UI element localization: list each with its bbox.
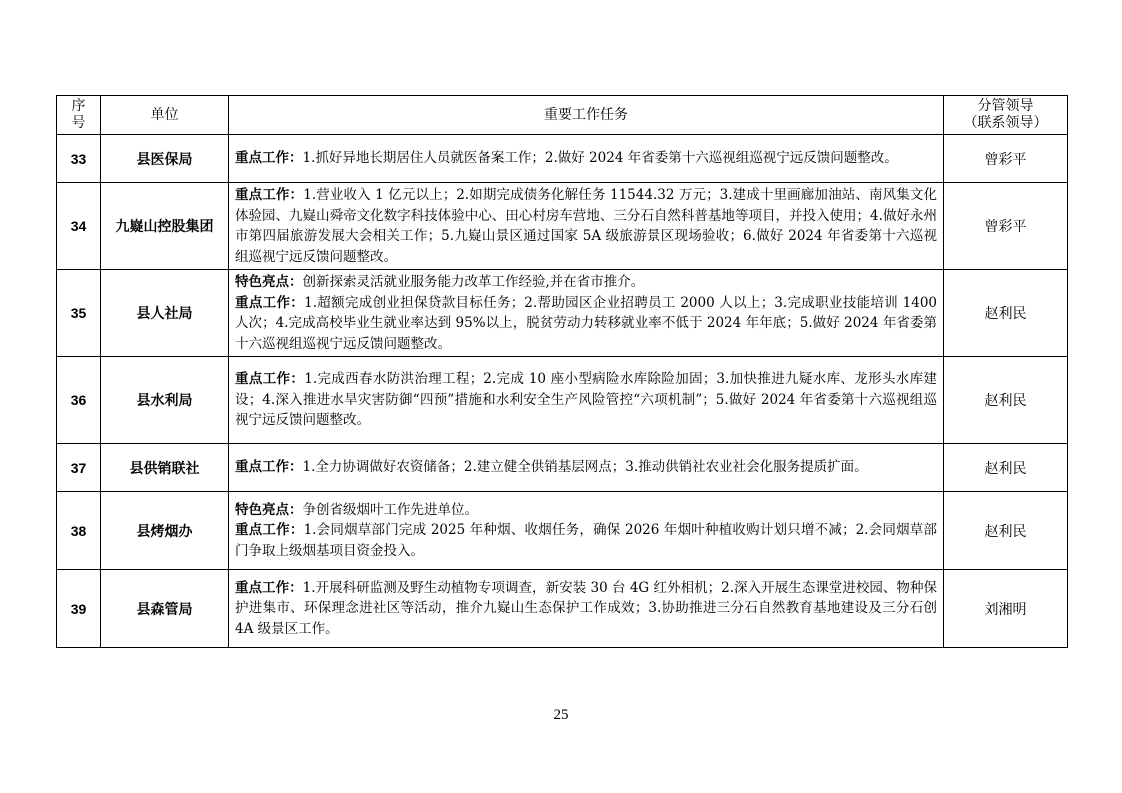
row-number: 36 bbox=[57, 357, 101, 444]
task-label: 重点工作： bbox=[235, 579, 303, 596]
task-paragraph bbox=[235, 520, 937, 561]
task-text: 1.抓好异地长期居住人员就医备案工作；2.做好 2024 年省委第十六巡视组巡视宁远反馈问题整改。 bbox=[302, 150, 898, 167]
table-row bbox=[57, 135, 1068, 183]
task-paragraph bbox=[235, 185, 937, 267]
header-num: 序 号 bbox=[57, 96, 101, 135]
task-table bbox=[56, 95, 1068, 648]
row-unit: 九嶷山控股集团 bbox=[101, 183, 229, 270]
row-number: 39 bbox=[57, 570, 101, 648]
table-row bbox=[57, 357, 1068, 444]
task-text: 1.营业收入 1 亿元以上；2.如期完成债务化解任务 11544.32 万元；3.建成十里画廊加油站、南风集文化体验园、九嶷山舜帝文化数字科技体验中心、田心村房车营地、三分石自然科普基地等项目，并投入使用；4.做好永州市第四届旅游发展大会相关工作；5.九嶷山景区通过国家 5A 级旅游景区现场验收；6.做好 2024 年省委第十六巡视组巡视宁远反馈问题整改。 bbox=[235, 187, 938, 265]
task-label: 重点工作： bbox=[235, 150, 303, 167]
table-row bbox=[57, 444, 1068, 492]
row-number: 34 bbox=[57, 183, 101, 270]
header-unit: 单位 bbox=[101, 96, 229, 135]
task-paragraph bbox=[235, 369, 937, 431]
task-label: 重点工作： bbox=[235, 294, 305, 311]
row-leader: 赵利民 bbox=[944, 492, 1068, 570]
table-row bbox=[57, 270, 1068, 357]
row-task bbox=[229, 570, 944, 648]
row-leader: 赵利民 bbox=[944, 270, 1068, 357]
row-leader: 赵利民 bbox=[944, 444, 1068, 492]
task-paragraph bbox=[235, 272, 937, 293]
task-label: 重点工作： bbox=[235, 522, 304, 539]
row-task bbox=[229, 135, 944, 183]
task-label: 重点工作： bbox=[235, 371, 305, 388]
row-unit: 县烤烟办 bbox=[101, 492, 229, 570]
row-leader: 曾彩平 bbox=[944, 135, 1068, 183]
task-text: 创新探索灵活就业服务能力改革工作经验,并在省市推介。 bbox=[302, 274, 645, 290]
task-text: 1.全力协调做好农资储备；2.建立健全供销基层网点；3.推动供销社农业社会化服务提质扩面。 bbox=[302, 459, 868, 476]
row-leader: 赵利民 bbox=[944, 357, 1068, 444]
row-task bbox=[229, 183, 944, 270]
table-row bbox=[57, 492, 1068, 570]
task-text: 1.开展科研监测及野生动植物专项调查，新安装 30 台 4G 红外相机；2.深入开展生态课堂进校园、物种保护进集市、环保理念进社区等活动，推介九嶷山生态保护工作成效；3.协助推进三分石自然教育基地建设及三分石创 4A 级景区工作。 bbox=[235, 579, 937, 637]
row-leader: 曾彩平 bbox=[944, 183, 1068, 270]
task-text: 1.会同烟草部门完成 2025 年种烟、收烟任务，确保 2026 年烟叶种植收购计划只增不减；2.会同烟草部门争取上级烟基项目资金投入。 bbox=[235, 522, 938, 559]
task-paragraph bbox=[235, 148, 937, 169]
row-number: 35 bbox=[57, 270, 101, 357]
header-leader: 分管领导 （联系领导） bbox=[944, 96, 1068, 135]
table-body bbox=[57, 135, 1068, 648]
task-paragraph bbox=[235, 457, 937, 478]
row-unit: 县森管局 bbox=[101, 570, 229, 648]
task-label: 特色亮点： bbox=[235, 501, 303, 518]
row-leader: 刘湘明 bbox=[944, 570, 1068, 648]
task-label: 重点工作： bbox=[235, 187, 304, 203]
row-task bbox=[229, 357, 944, 444]
task-paragraph bbox=[235, 578, 937, 640]
row-number: 33 bbox=[57, 135, 101, 183]
task-text: 1.超额完成创业担保贷款目标任务；2.帮助园区企业招聘员工 2000 人以上；3.完成职业技能培训 1400 人次；4.完成高校毕业生就业率达到 95%以上，脱贫劳动力转移就业率不低于 2024 年年底；5.做好 2024 年省委第十六巡视组巡视宁远反馈问题整改。 bbox=[235, 294, 937, 352]
page-number: 25 bbox=[553, 707, 569, 723]
table-row bbox=[57, 570, 1068, 648]
task-text: 争创省级烟叶工作先进单位。 bbox=[302, 501, 478, 518]
task-text: 1.完成西春水防洪治理工程；2.完成 10 座小型病险水库除险加固；3.加快推进九疑水库、龙形头水库建设；4.深入推进水旱灾害防御“四预”措施和水利安全生产风险管控“六项机制”；5.做好 2024 年省委第十六巡视组巡视宁远反馈问题整改。 bbox=[235, 371, 938, 429]
row-task bbox=[229, 492, 944, 570]
task-label: 特色亮点： bbox=[235, 274, 303, 290]
task-label: 重点工作： bbox=[235, 459, 303, 476]
table-row bbox=[57, 183, 1068, 270]
row-unit: 县人社局 bbox=[101, 270, 229, 357]
row-unit: 县医保局 bbox=[101, 135, 229, 183]
header-row bbox=[57, 96, 1068, 135]
header-task: 重要工作任务 bbox=[229, 96, 944, 135]
task-paragraph bbox=[235, 500, 937, 521]
task-paragraph bbox=[235, 293, 937, 355]
row-task bbox=[229, 270, 944, 357]
row-unit: 县供销联社 bbox=[101, 444, 229, 492]
row-number: 37 bbox=[57, 444, 101, 492]
row-task bbox=[229, 444, 944, 492]
row-unit: 县水利局 bbox=[101, 357, 229, 444]
row-number: 38 bbox=[57, 492, 101, 570]
